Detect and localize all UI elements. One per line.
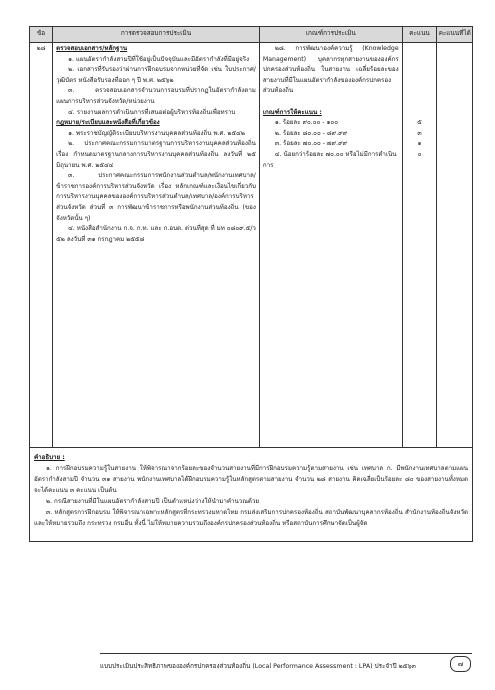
score-value: ๕ bbox=[417, 119, 422, 127]
score-value: ๑ bbox=[417, 140, 422, 148]
criteria-level: ๓. ร้อยละ ๗๐.๐๐ - ๗๙.๙๙ bbox=[274, 140, 348, 148]
criteria-cell bbox=[259, 43, 402, 448]
score-got-cell bbox=[437, 43, 473, 448]
explanation-line: ๓. หลักสูตรการฝึกอบรม ให้พิจารณาเฉพาะหลักสูตรที่กระทรวงมหาดไทย กรมส่งเสริมการปกครองท้องถิ่น สถาบันพัฒนาบุคลากรท้องถิ่น สำนักงานท้องถิ่นจังหวัด และให้หมายรวมถึง กระทรวง กรมอื่น ทั้งนี้ ไม่ให้หมายความรวมถึงองค์กรปกครองส่วนท้องถิ่น หรือสถาบันการศึกษาจัดเป็นผู้จัด bbox=[34, 509, 468, 527]
item-line: ๔. รายงานผลการดำเนินการที่เสนอต่อผู้บริหารท้องถิ่นเพื่อทราบ bbox=[68, 108, 236, 116]
law-line: ๔. หนังสือสำนักงาน ก.จ. ก.ท. และ ก.อบต. ด่วนที่สุด ที่ มท ๐๘๐๙.๕/ว ๕๒ ลงวันที่ ๓๑ กรกฎาคม ๒๕๕๘ bbox=[56, 225, 256, 243]
law-heading: กฎหมาย/ระเบียบและหนังสือที่เกี่ยวข้อง bbox=[56, 119, 160, 127]
criteria-heading: เกณฑ์การให้คะแนน : bbox=[262, 108, 322, 116]
law-line: ๑. พระราชบัญญัติระเบียบบริหารงานบุคคลส่วนท้องถิ่น พ.ศ. ๒๕๔๒ bbox=[68, 129, 245, 137]
document-page bbox=[29, 26, 473, 542]
footer-divider bbox=[100, 653, 472, 654]
explanation-line: ๑. การฝึกอบรมความรู้ในสายงาน ให้พิจารณาจากร้อยละของจำนวนสายงานที่มีการฝึกอบรมความรู้ตามสายงาน เช่น เทศบาล ก. มีพนักงานเทศบาลตามแผนอัตรากำลังสามปี จำนวน ๓๑ สายงาน พนักงานเทศบาลได้ฝึกอบรมความรู้ในหลักสูตรตามสายงาน จำนวน ๒๘ สายงาน คิดเฉลี่ยเป็นร้อยละ ๘๐ ของสายงานทั้งหมด จะได้คะแนน ๓ คะแนน เป็นต้น bbox=[34, 465, 468, 494]
law-line: ๓. ประกาศคณะกรรมการพนักงานส่วนตำบล/พนักงานเทศบาล/ข้าราชการองค์การบริหารส่วนจังหวัด เรื่อง หลักเกณฑ์และเงื่อนไขเกี่ยวกับการบริหารงานบุคคลขององค์การบริหารส่วนตำบล/เทศบาล/องค์การบริหารส่วนจังหวัด ส่วนที่ ๓ การพัฒนาข้าราชการหรือพนักงานส่วนท้องถิ่น (ของจังหวัดนั้น ๆ) bbox=[56, 172, 256, 222]
explanation-line: ๒. กรณีสายงานที่มีในแผนอัตรากำลังสามปี เป็นตำแหน่งว่างให้นำมาคำนวณด้วย bbox=[46, 498, 260, 505]
header-item: การตรวจสอบการประเมิน bbox=[53, 27, 260, 43]
item-line: ๒. เอกสารที่รับรองว่าผ่านการฝึกอบรมจากหน่วยที่จัด เช่น ใบประกาศ/วุฒิบัตร หนังสือรับรองที่ออก ๆ ปี พ.ศ. ๒๕๖๒ bbox=[56, 66, 256, 84]
row-number: ๒๘ bbox=[30, 43, 53, 448]
item-line: ๓. ตรวจสอบเอกสารจำนวนการอบรมที่ปรากฏในอัตรากำลังตามแผนการบริหารส่วนจังหวัด/หน่วยงาน bbox=[56, 87, 256, 105]
criteria-level: ๒. ร้อยละ ๘๐.๐๐ - ๘๙.๙๙ bbox=[274, 129, 348, 137]
table-header-row bbox=[30, 27, 473, 43]
assessment-table bbox=[29, 26, 473, 448]
criteria-level: ๔. น้อยกว่าร้อยละ ๗๐.๐๐ หรือไม่มีการดำเนินการ bbox=[262, 150, 397, 169]
criteria-level: ๑. ร้อยละ ๙๐.๐๐ - ๑๐๐ bbox=[274, 119, 338, 127]
law-line: ๒. ประกาศคณะกรรมการมาตรฐานการบริหารงานบุคคลส่วนท้องถิ่น เรื่อง กำหนดมาตรฐานกลางการบริหารงานบุคคลส่วนท้องถิ่น ลงวันที่ ๒๕ มิถุนายน พ.ศ. ๒๕๔๔ bbox=[56, 140, 256, 169]
criteria-text: ๒๘. การพัฒนาองค์ความรู้ (Knowledge Management) บุคลากรทุกสายงานขององค์กรปกครองส่วนท้องถิ่น ในสายงาน เฉลี่ยร้อยละของสายงานที่มีในแผนอัตรากำลังขององค์กรปกครองส่วนท้องถิ่น bbox=[262, 45, 399, 95]
score-value: ๓ bbox=[417, 129, 422, 137]
explanation-title: คำอธิบาย : bbox=[34, 454, 65, 461]
item-cell bbox=[53, 43, 260, 448]
header-criteria: เกณฑ์การประเมิน bbox=[259, 27, 402, 43]
explanation-box bbox=[29, 448, 473, 542]
page-footer bbox=[100, 653, 472, 673]
score-value: ๐ bbox=[417, 150, 422, 158]
footer-text: แบบประเมินประสิทธิภาพขององค์กรปกครองส่วนท้องถิ่น (Local Performance Assessment : LPA) ประจำปี ๒๕๖๓ bbox=[100, 663, 416, 670]
header-score-got: คะแนนที่ได้ bbox=[437, 27, 473, 43]
page-number: ๗ bbox=[450, 656, 471, 672]
item-heading: ตรวจสอบเอกสาร/หลักฐาน bbox=[56, 45, 128, 52]
item-line: ๑. แผนอัตรากำลังสามปีที่ใช้อยู่เป็นปัจจุบันและมีอัตรากำลังที่มีอยู่จริง bbox=[68, 55, 250, 63]
header-score: คะแนน bbox=[402, 27, 437, 43]
score-cell bbox=[402, 43, 437, 448]
header-no: ข้อ bbox=[30, 27, 53, 43]
table-row bbox=[30, 43, 473, 448]
